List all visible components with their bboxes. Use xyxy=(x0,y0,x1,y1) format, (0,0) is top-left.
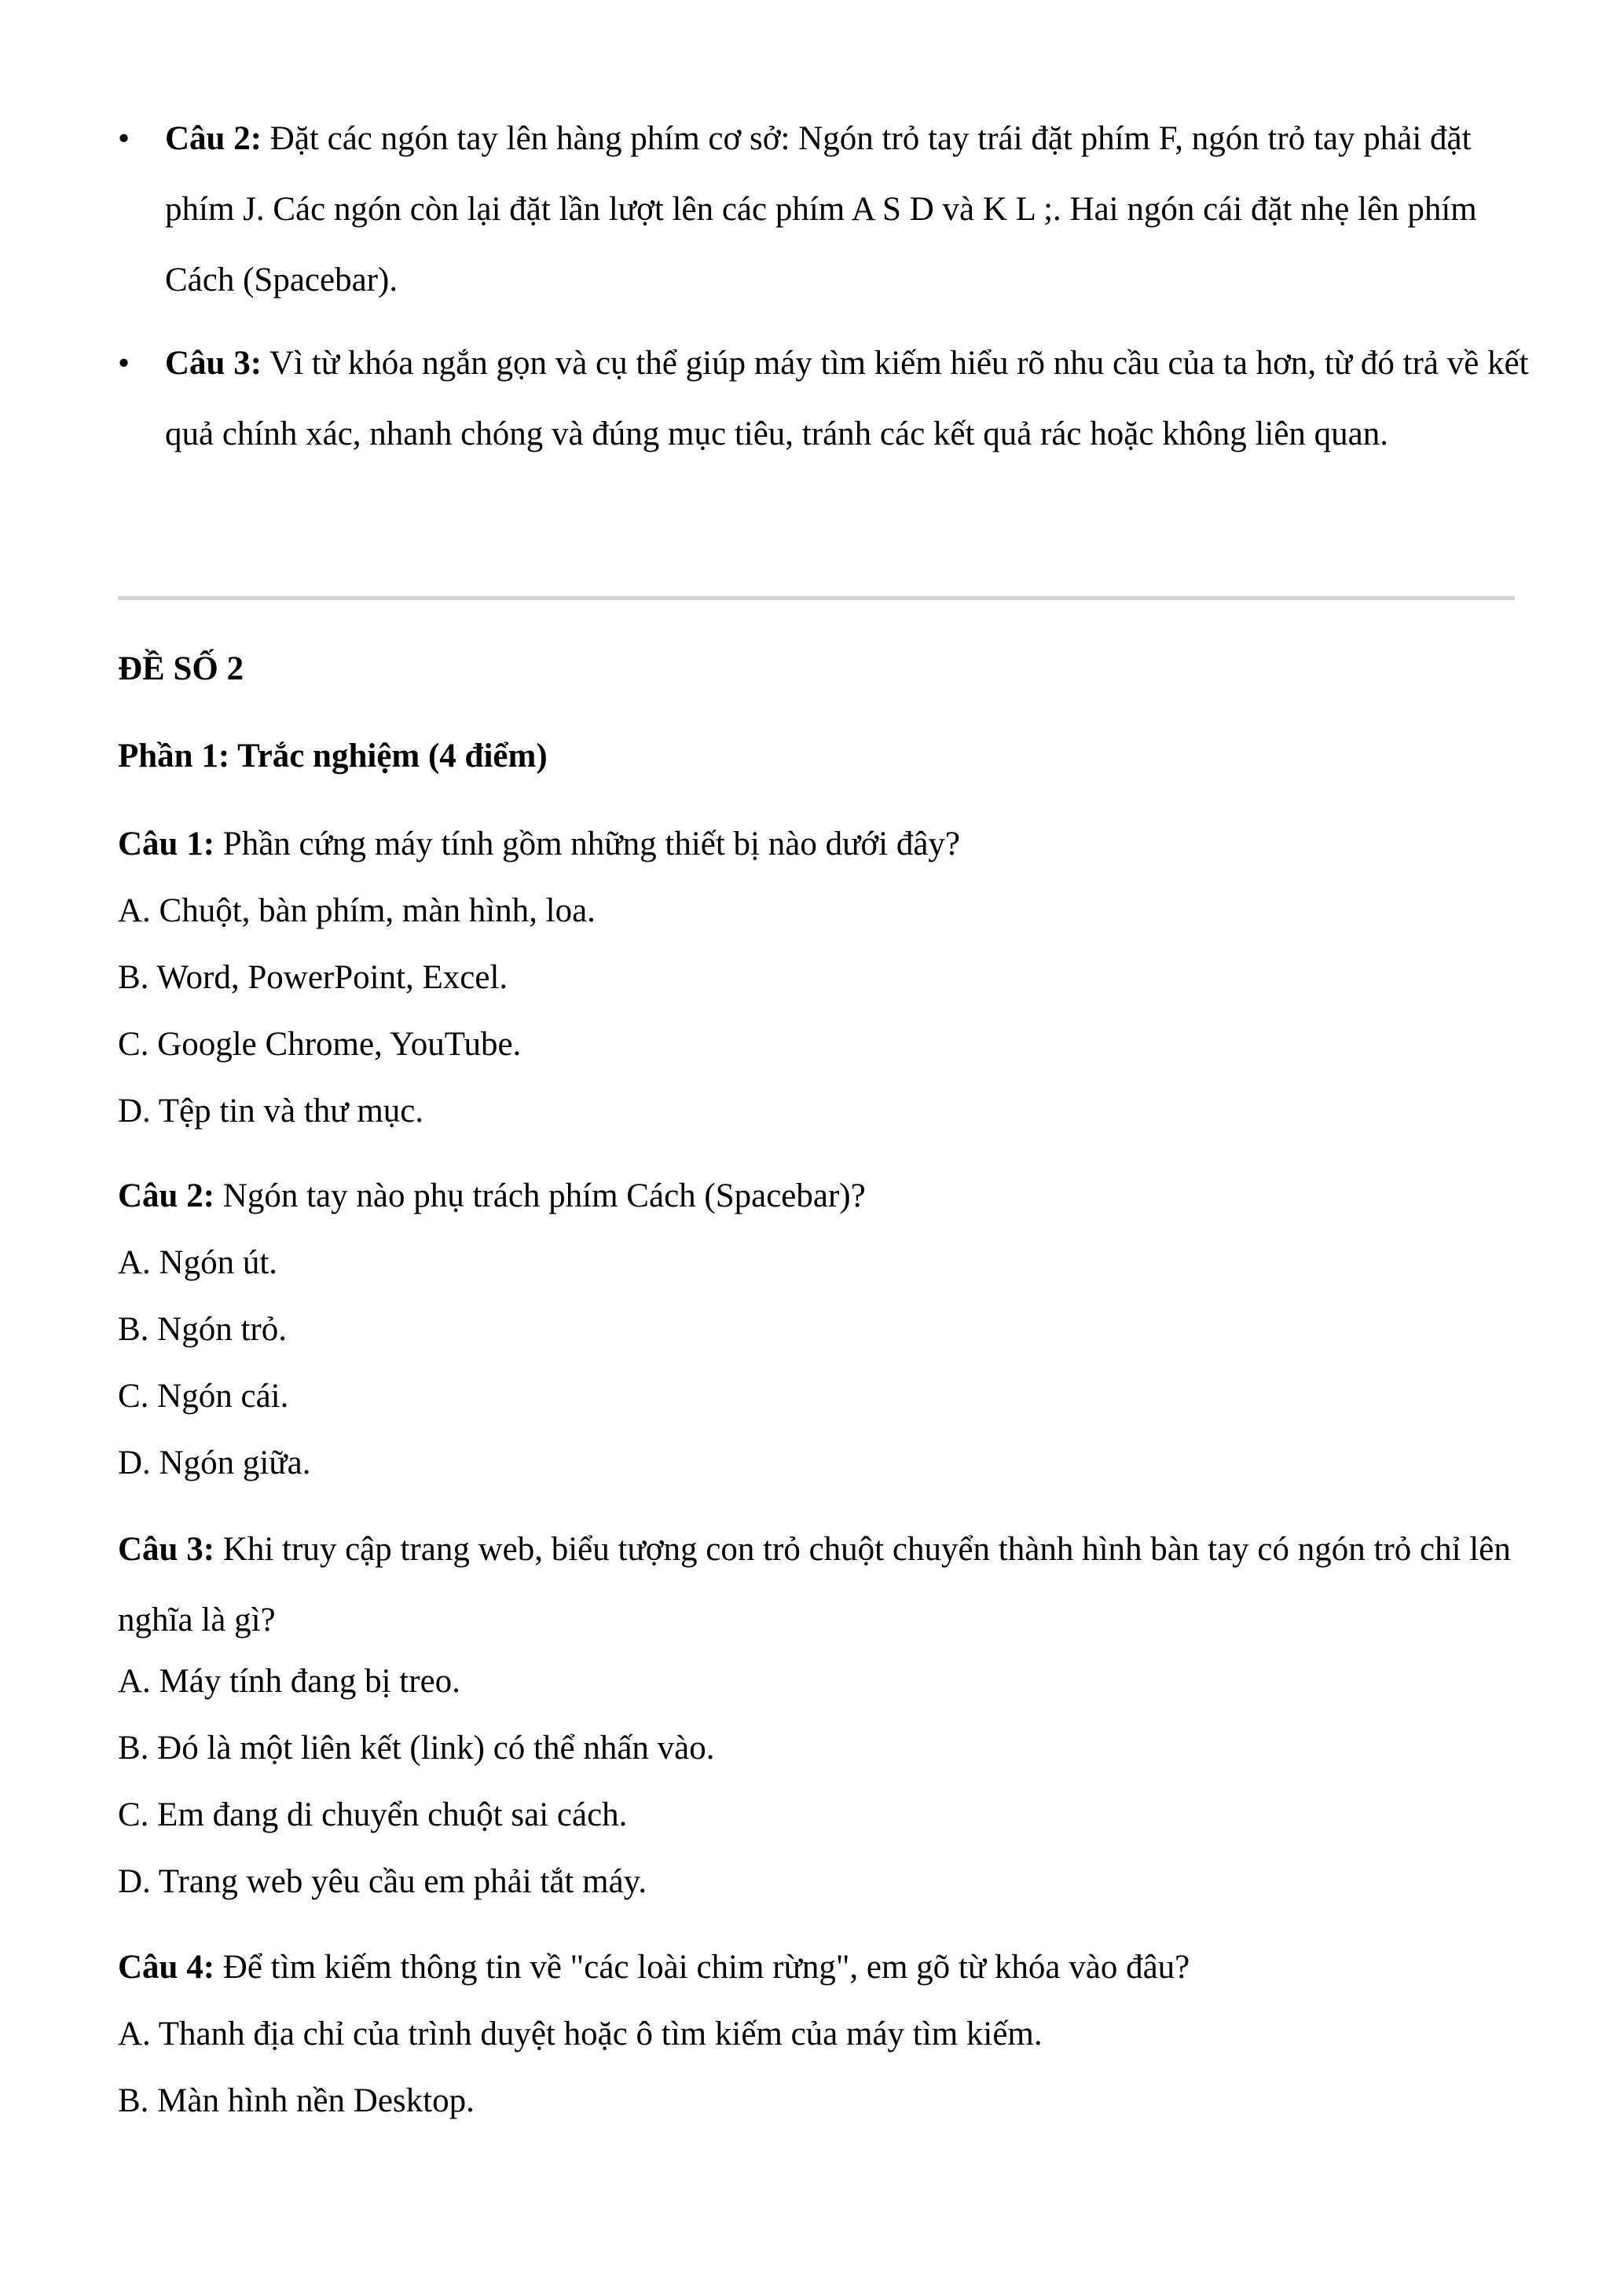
answer-item xyxy=(165,104,1536,316)
horizontal-divider xyxy=(118,596,1515,600)
exam-title: ĐỀ SỐ 2 xyxy=(118,650,244,687)
bullet-marker: • xyxy=(118,120,130,157)
option-d: D. Trang web yêu cầu em phải tắt máy. xyxy=(118,1863,647,1900)
option-a: A. Thanh địa chỉ của trình duyệt hoặc ô tìm kiếm của máy tìm kiếm. xyxy=(118,2016,1043,2052)
question-text: Để tìm kiếm thông tin về "các loài chim rừng", em gõ từ khóa vào đâu? xyxy=(214,1949,1190,1986)
bullet-marker: • xyxy=(118,345,130,382)
question-label: Câu 3: xyxy=(118,1531,215,1568)
question-2 xyxy=(118,1169,1532,1224)
question-4 xyxy=(118,1940,1532,1995)
question-label: Câu 1: xyxy=(118,826,215,862)
question-1 xyxy=(118,817,1532,872)
question-text: Ngón tay nào phụ trách phím Cách (Spacebar)? xyxy=(214,1177,866,1214)
option-b: B. Màn hình nền Desktop. xyxy=(118,2082,475,2119)
option-c: C. Em đang di chuyển chuột sai cách. xyxy=(118,1796,628,1833)
question-label: Câu 4: xyxy=(118,1949,215,1986)
option-b: B. Đó là một liên kết (link) có thể nhấn vào. xyxy=(118,1730,715,1767)
option-a: A. Chuột, bàn phím, màn hình, loa. xyxy=(118,892,596,929)
answer-text: Vì từ khóa ngắn gọn và cụ thể giúp máy tìm kiếm hiểu rõ nhu cầu của ta hơn, từ đó trả về kết quả chính xác, nhanh chóng và đúng mục tiêu, tránh các kết quả rác hoặc không liên quan. xyxy=(165,345,1529,452)
answer-text: Đặt các ngón tay lên hàng phím cơ sở: Ngón trỏ tay trái đặt phím F, ngón trỏ tay phải đặt phím J. Các ngón còn lại đặt lần lượt lên các phím A S D và K L ;. Hai ngón cái đặt nhẹ lên phím Cách (Spacebar). xyxy=(165,120,1477,298)
question-text: Phần cứng máy tính gồm những thiết bị nào dưới đây? xyxy=(214,826,960,862)
section-heading: Phần 1: Trắc nghiệm (4 điểm) xyxy=(118,738,548,774)
question-3 xyxy=(118,1514,1516,1656)
option-a: A. Ngón út. xyxy=(118,1244,278,1281)
option-d: D. Ngón giữa. xyxy=(118,1445,311,1481)
option-c: C. Google Chrome, YouTube. xyxy=(118,1026,522,1063)
option-d: D. Tệp tin và thư mục. xyxy=(118,1093,424,1130)
question-text: Khi truy cập trang web, biểu tượng con trỏ chuột chuyển thành hình bàn tay có ngón trỏ chỉ lên nghĩa là gì? xyxy=(118,1531,1511,1639)
answer-label: Câu 2: xyxy=(165,120,262,157)
option-a: A. Máy tính đang bị treo. xyxy=(118,1663,460,1700)
option-b: B. Word, PowerPoint, Excel. xyxy=(118,959,508,996)
option-b: B. Ngón trỏ. xyxy=(118,1311,287,1348)
question-label: Câu 2: xyxy=(118,1177,215,1214)
answer-item xyxy=(165,328,1536,470)
answer-label: Câu 3: xyxy=(165,345,262,382)
option-c: C. Ngón cái. xyxy=(118,1378,289,1415)
